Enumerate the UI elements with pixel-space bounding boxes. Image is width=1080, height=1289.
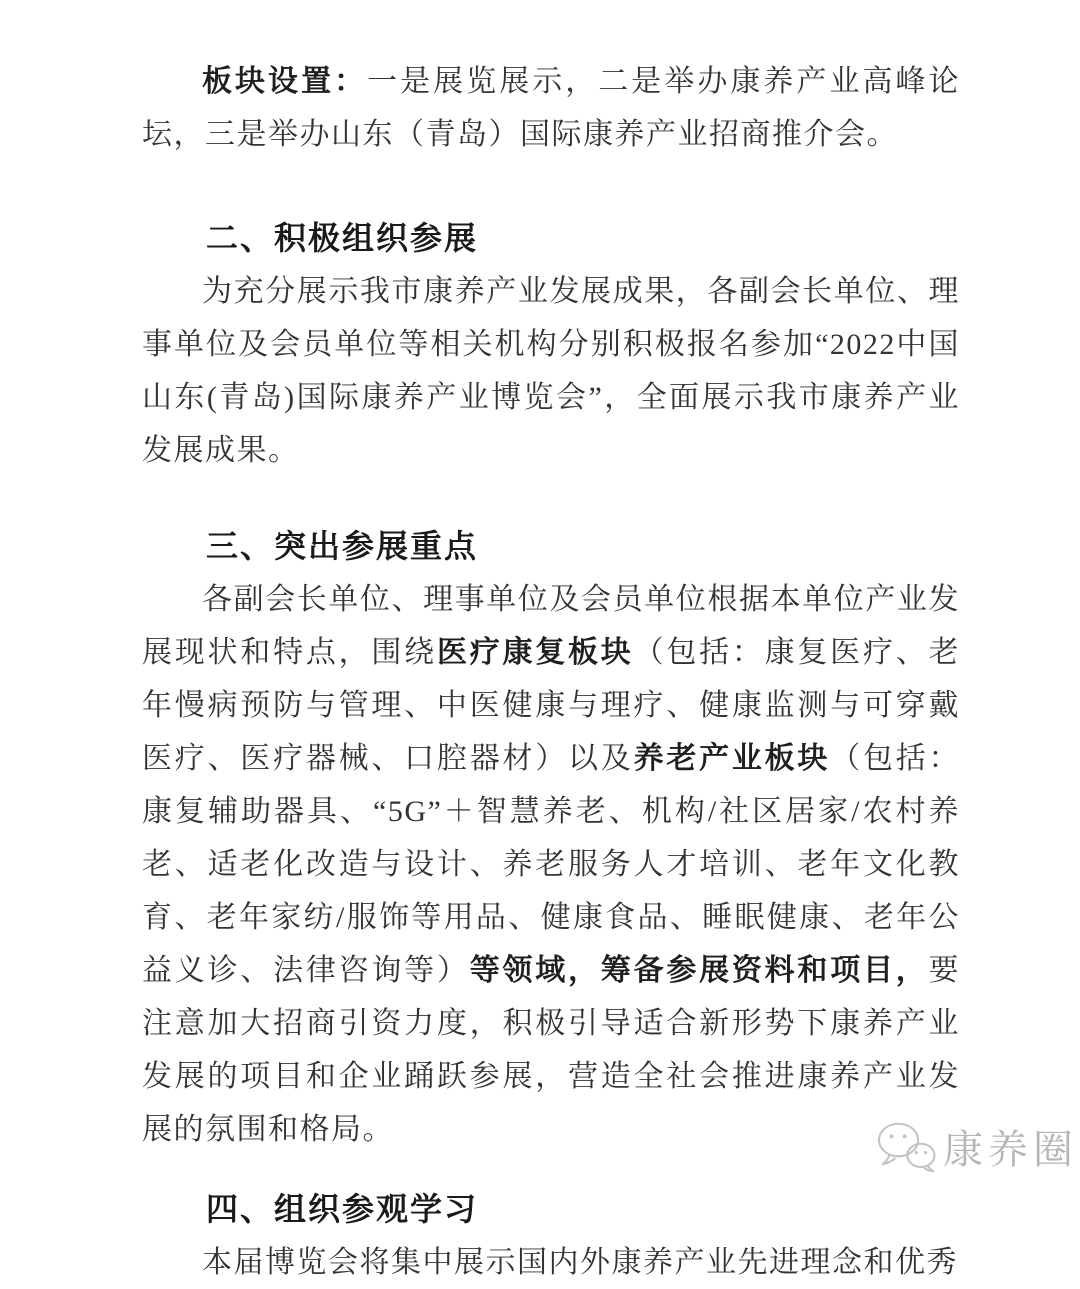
paragraph-organize-exhibition <box>142 265 960 477</box>
section-heading-visit-study: 四、组织参观学习 <box>206 1191 479 1227</box>
highlight-medical-rehab-plate: 医疗康复板块 <box>436 636 634 669</box>
watermark-label: 康养圈 <box>943 1127 1078 1172</box>
paragraph-plate-setup <box>142 55 960 161</box>
highlight-prepare-materials: 等领域，筹备参展资料和项目， <box>469 954 929 987</box>
paragraph-text: 一是展览展示，二是举办康养产业高峰论坛，三是举办山东（青岛）国际康养产业招商推介会。 <box>142 65 961 151</box>
section-heading-exhibition-focus: 三、突出参展重点 <box>206 528 479 564</box>
paragraph-text: （包括：康复辅助器具、“5G”＋智慧养老、机构/社区居家/农村养老、适老化改造与设计、养老服务人才培训、老年文化教育、老年家纺/服饰等用品、健康食品、睡眠健康、老年公益义诊、法律咨询等） <box>142 742 960 987</box>
highlight-elderly-industry-plate: 养老产业板块 <box>633 742 831 775</box>
paragraph-text: 各副会长单位、理事单位及会员单位根据本单位产业发展现状和特点，围绕 <box>142 583 960 669</box>
paragraph-lead-label: 板块设置： <box>202 65 368 98</box>
paragraph-visit-study <box>142 1236 960 1289</box>
section-heading-organize-exhibition: 二、积极组织参展 <box>206 220 479 256</box>
paragraph-exhibition-focus <box>142 573 960 1156</box>
paragraph-text: （包括：康复医疗、老年慢病预防与管理、中医健康与理疗、健康监测与可穿戴医疗、医疗器械、口腔器材）以及 <box>142 636 960 775</box>
paragraph-text: 为充分展示我市康养产业发展成果，各副会长单位、理事单位及会员单位等相关机构分别积极报名参加“2022中国山东(青岛)国际康养产业博览会”，全面展示我市康养产业发展成果。 <box>142 275 960 467</box>
paragraph-text: 本届博览会将集中展示国内外康养产业先进理念和优秀 <box>202 1246 958 1279</box>
document-body <box>142 55 960 1289</box>
paragraph-text: 要注意加大招商引资力度，积极引导适合新形势下康养产业发展的项目和企业踊跃参展，营造全社会推进康养产业发展的氛围和格局。 <box>142 954 961 1146</box>
